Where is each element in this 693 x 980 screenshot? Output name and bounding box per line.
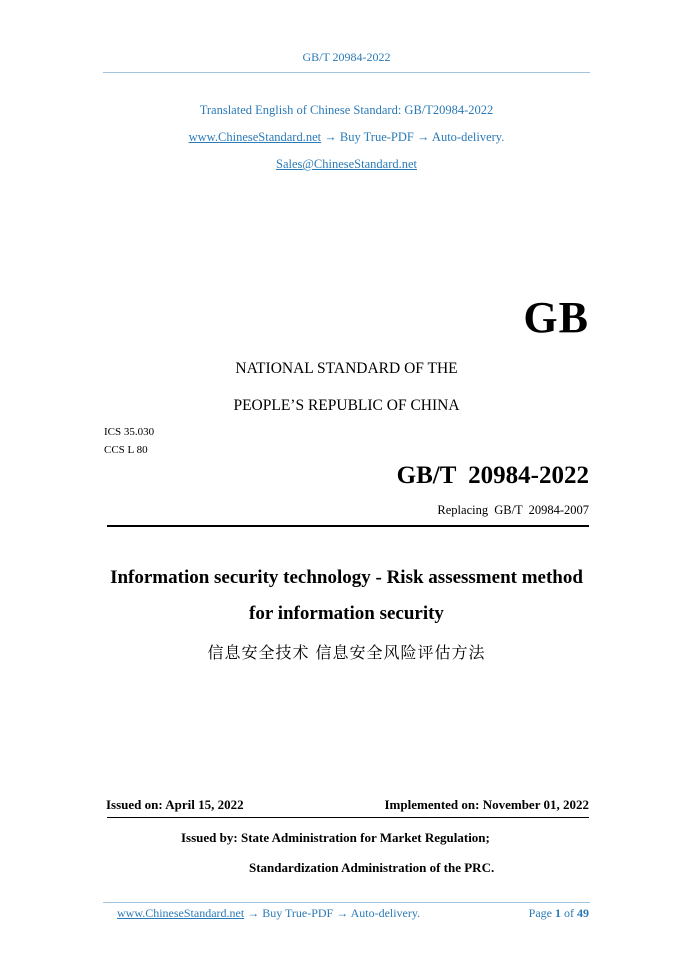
running-header: GB/T 20984-2022 [302, 50, 391, 64]
page-indicator [529, 906, 589, 921]
page-label: Page [528, 906, 552, 920]
footer-promo [117, 906, 420, 921]
email-line [0, 157, 693, 172]
national-standard-line2: PEOPLE’S REPUBLIC OF CHINA [233, 397, 460, 414]
site-link[interactable]: www.ChineseStandard.net [188, 130, 322, 144]
ics-code: ICS 35.030 [104, 426, 155, 438]
title-line2: for information security [249, 603, 444, 624]
ccs-code: CCS L 80 [104, 444, 148, 456]
page-total: 49 [577, 906, 589, 920]
chinese-title: 信息安全技术 信息安全风险评估方法 [207, 643, 486, 662]
title-divider [107, 525, 589, 527]
promo-line [0, 130, 693, 145]
standard-number: GB/T 20984-2022 [396, 462, 589, 489]
page-of: of [564, 906, 574, 920]
gb-logo: GB [523, 293, 589, 342]
footer-promo-rest: → Buy True-PDF → Auto-delivery. [244, 906, 421, 920]
promo-line-rest: → Buy True-PDF → Auto-delivery. [321, 130, 505, 144]
date-divider [107, 817, 589, 818]
issued-date: Issued on: April 15, 2022 [106, 797, 244, 812]
replacing-note: Replacing GB/T 20984-2007 [437, 503, 589, 517]
page-current: 1 [555, 906, 561, 920]
header-divider [103, 72, 590, 73]
issued-by-line1: Issued by: State Administration for Market Regulation; [181, 830, 490, 845]
footer-divider [103, 902, 590, 903]
email-link[interactable]: Sales@ChineseStandard.net [276, 157, 417, 171]
translation-notice: Translated English of Chinese Standard: GB/T20984-2022 [199, 103, 494, 117]
issued-by-line2: Standardization Administration of the PRC. [249, 860, 495, 875]
national-standard-line1: NATIONAL STANDARD OF THE [235, 360, 458, 377]
implemented-date: Implemented on: November 01, 2022 [384, 797, 589, 812]
title-line1: Information security technology - Risk assessment method [110, 567, 583, 588]
footer-site-link[interactable]: www.ChineseStandard.net [117, 906, 245, 920]
